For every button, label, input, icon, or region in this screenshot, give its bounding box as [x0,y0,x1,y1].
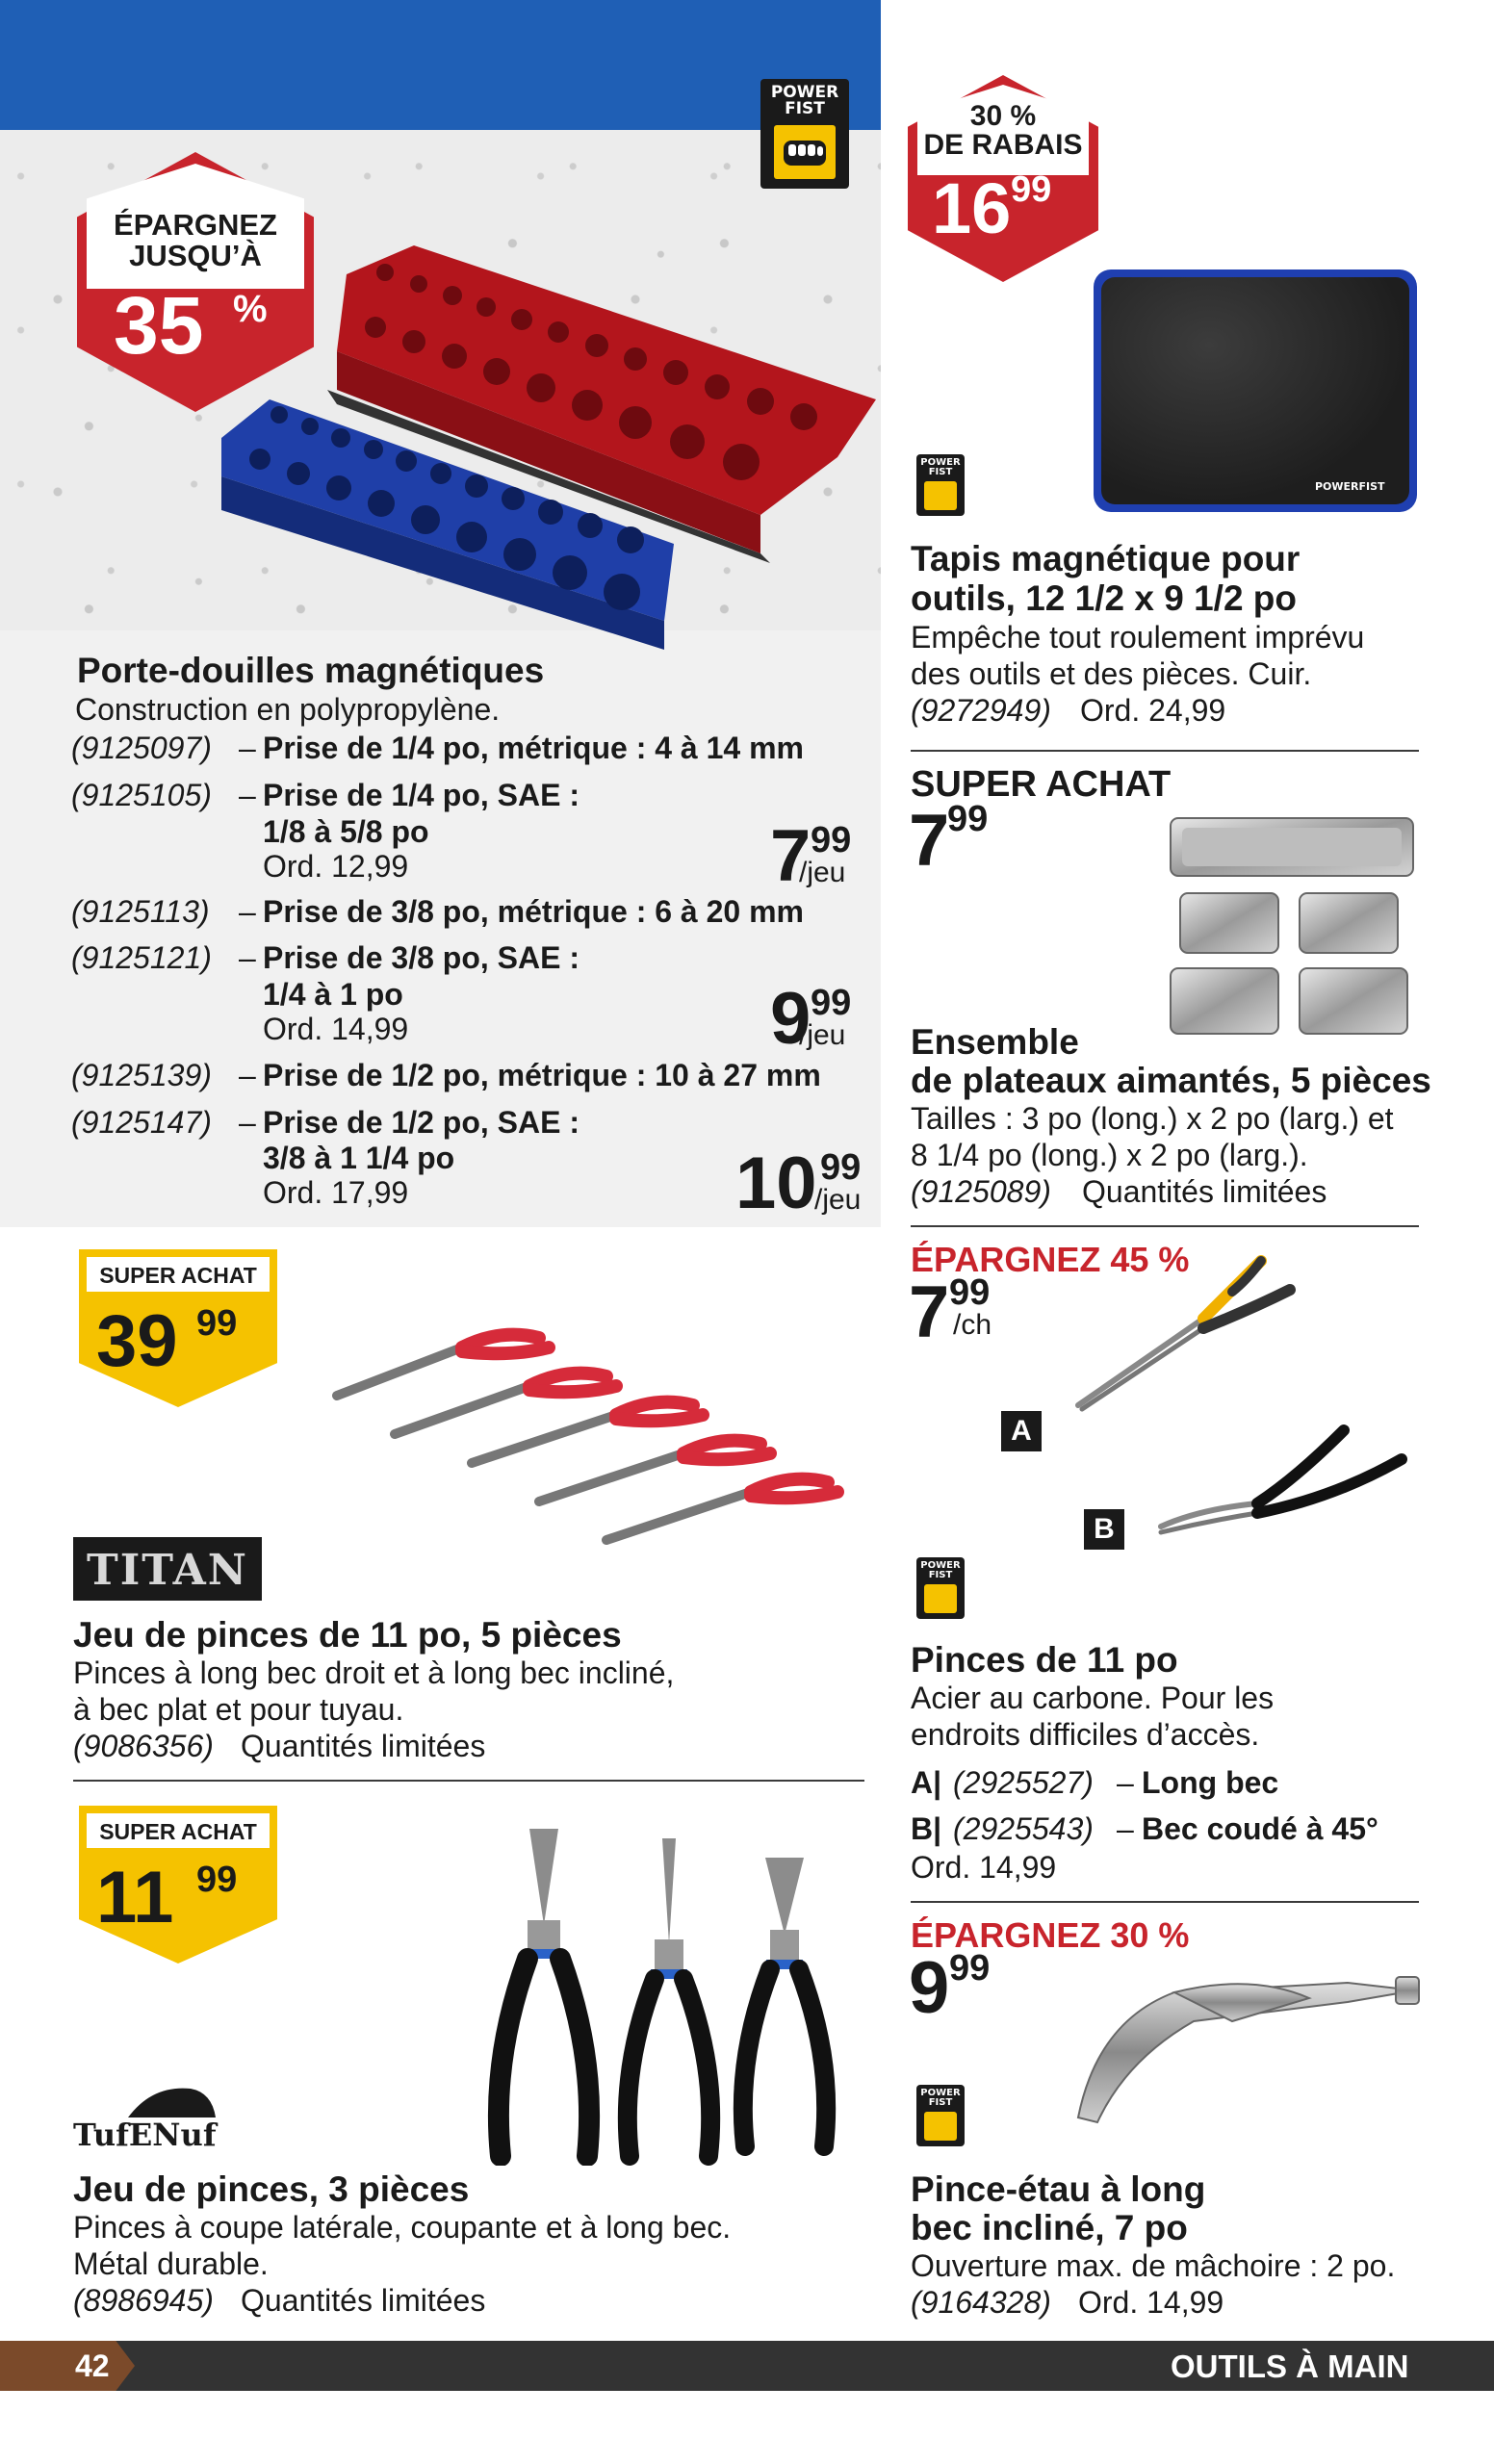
label-b-box: B [1084,1509,1124,1550]
page-number-tab [0,2341,135,2391]
divider [73,1780,864,1782]
price-unit: /jeu [799,857,846,888]
discount-price-dec: 99 [1011,169,1052,210]
pliers11-price-int: 7 [909,1271,950,1353]
holders-item-dash: – [239,1105,256,1140]
tufenuf-logo-text: TufENuf [73,2117,217,2153]
power-fist-logo [916,2085,965,2146]
divider [911,1901,1419,1903]
holders-item-text: Prise de 1/2 po, SAE : [263,1105,580,1140]
super-achat-badge [79,1249,277,1407]
pliers11-item-dash: – [1117,1811,1134,1846]
fist-icon [924,1584,957,1613]
vise-desc: Ouverture max. de mâchoire : 2 po. [911,2248,1396,2283]
pliers11-item-letter: B| [911,1811,942,1846]
discount-line2: DE RABAIS [923,129,1083,161]
pliers11-item-letter: A| [911,1765,942,1800]
fist-icon [924,481,957,510]
power-fist-line1: POWER [920,457,961,468]
page-number: 42 [75,2348,110,2383]
holders-item-dash: – [239,940,256,975]
mat-desc-line2: des outils et des pièces. Cuir. [911,656,1312,691]
price-decimal: 99 [820,1147,862,1188]
price-unit: /jeu [799,1019,846,1051]
pliers3-desc-line2: Métal durable. [73,2246,269,2281]
holders-item-ord: Ord. 17,99 [263,1175,409,1210]
super-achat-label: SUPER ACHAT [99,1819,257,1844]
holders-item-sku: (9125147) [71,1105,212,1140]
pliers11-desc-line2: endroits difficiles d’accès. [911,1717,1260,1752]
holders-item-sku: (9125097) [71,731,212,765]
power-fist-line2: FIST [928,467,953,477]
holders-item-range: 1/4 à 1 po [263,977,403,1012]
holders-item-dash: – [239,778,256,812]
power-fist-logo [760,79,849,189]
trays-title-line1: Ensemble [911,1022,1079,1062]
titan-logo [73,1537,262,1601]
super-achat-badge [79,1806,277,1964]
pliers3-title: Jeu de pinces, 3 pièces [73,2169,470,2209]
pliers5-sku: (9086356) [73,1729,214,1763]
vise-sku: (9164328) [911,2285,1051,2320]
pliers11-save-label: ÉPARGNEZ 45 % [911,1240,1190,1279]
holders-item-text: Prise de 3/8 po, SAE : [263,940,580,975]
pliers5-note: Quantités limitées [241,1729,486,1763]
power-fist-line1: POWER [770,83,839,102]
holders-item-dash: – [239,731,256,765]
titan-logo-text: TITAN [86,1546,249,1595]
badge-price-int: 39 [96,1300,178,1382]
badge-value: 35 [114,280,204,371]
holders-item-text: Prise de 3/8 po, métrique : 6 à 20 mm [263,894,804,929]
label-a-box: A [1001,1411,1042,1451]
locking-pliers-image [1059,1964,1425,2127]
trays-title-line2: de plateaux aimantés, 5 pièces [911,1061,1431,1100]
holders-item-sku: (9125139) [71,1058,212,1092]
pliers5-desc-line1: Pinces à long bec droit et à long bec incliné, [73,1656,675,1690]
price-integer: 9 [770,978,811,1060]
holders-price [735,1142,817,1224]
pliers11-title: Pinces de 11 po [911,1640,1178,1680]
mat-brand-label: POWERFIST [1315,480,1385,493]
holders-item-sku: (9125121) [71,940,212,975]
vise-price-int: 9 [909,1947,950,2029]
holders-item-dash: – [239,894,256,929]
magnetic-mat-image [1094,270,1417,512]
vise-title-line2: bec incliné, 7 po [911,2208,1188,2247]
pliers11-item-dash: – [1117,1765,1134,1800]
magnetic-trays-image [1165,814,1417,1038]
badge-price-dec: 99 [196,1303,238,1344]
pliers3-desc-line1: Pinces à coupe latérale, coupante et à long bec. [73,2210,732,2245]
super-achat-label: SUPER ACHAT [911,764,1172,805]
mat-title-line2: outils, 12 1/2 x 9 1/2 po [911,578,1298,618]
holders-item-range: 3/8 à 1 1/4 po [263,1141,455,1175]
trays-note: Quantités limitées [1082,1174,1327,1209]
mat-sku: (9272949) [911,693,1051,728]
power-fist-line2: FIST [928,1570,953,1580]
mat-title-line1: Tapis magnétique pour [911,539,1301,578]
pliers11-item-sku: (2925527) [953,1765,1094,1800]
fist-icon [774,125,836,179]
badge-line1: ÉPARGNEZ [114,208,277,242]
pliers11-item-text: Bec coudé à 45° [1142,1811,1378,1846]
badge-percent: % [233,288,268,330]
vise-price-dec: 99 [949,1948,991,1989]
badge-price-dec: 99 [196,1860,238,1900]
pliers5-desc-line2: à bec plat et pour tuyau. [73,1692,404,1727]
pliers11-desc-line1: Acier au carbone. Pour les [911,1681,1275,1715]
power-fist-line1: POWER [920,2088,961,2098]
holders-desc: Construction en polypropylène. [75,692,501,727]
pliers11-item-text: Long bec [1142,1765,1279,1800]
holders-item-dash: – [239,1058,256,1092]
trays-price-int: 7 [909,800,950,882]
socket-holders-image [221,236,876,650]
divider [911,750,1419,752]
badge-line2: JUSQU’À [129,239,262,272]
holders-item-ord: Ord. 12,99 [263,849,409,884]
trays-sku: (9125089) [911,1174,1051,1209]
pliers11-price-dec: 99 [949,1272,991,1313]
power-fist-line1: POWER [920,1560,961,1571]
power-fist-logo [916,454,965,516]
pliers11-ord: Ord. 14,99 [911,1850,1057,1885]
super-achat-label: SUPER ACHAT [99,1263,257,1288]
pliers-a-image [1069,1251,1300,1415]
price-decimal: 99 [811,983,852,1023]
pliers11-price-unit: /ch [953,1309,992,1341]
power-fist-line2: FIST [785,99,825,118]
holders-item-text: Prise de 1/4 po, SAE : [263,778,580,812]
trays-desc-line2: 8 1/4 po (long.) x 2 po (larg.). [911,1138,1308,1172]
mat-desc-line1: Empêche tout roulement imprévu [911,620,1365,654]
vise-save-label: ÉPARGNEZ 30 % [911,1915,1190,1955]
price-unit: /jeu [814,1184,862,1216]
long-nose-pliers-set-image [318,1319,866,1569]
divider [911,1225,1419,1227]
holders-item-ord: Ord. 14,99 [263,1012,409,1046]
discount-line1: 30 % [969,100,1037,132]
pliers5-title: Jeu de pinces de 11 po, 5 pièces [73,1615,622,1655]
trays-price-dec: 99 [947,799,989,839]
section-title: OUTILS À MAIN [1171,2348,1409,2384]
holders-item-sku: (9125113) [71,894,210,929]
price-integer: 7 [770,815,811,897]
power-fist-logo [916,1557,965,1619]
pliers3-note: Quantités limitées [241,2283,486,2318]
header-blue-band [0,0,881,130]
holders-item-range: 1/8 à 5/8 po [263,814,429,849]
power-fist-line2: FIST [928,2097,953,2108]
fist-icon [924,2112,957,2141]
badge-price-int: 11 [96,1857,174,1938]
holders-item-text: Prise de 1/2 po, métrique : 10 à 27 mm [263,1058,821,1092]
tufenuf-logo [73,2081,223,2152]
pliers11-item-sku: (2925543) [953,1811,1094,1846]
price-integer: 10 [735,1142,817,1224]
tufenuf-panther-icon [123,2081,219,2119]
holders-item-sku: (9125105) [71,778,212,812]
holders-title: Porte-douilles magnétiques [77,651,545,690]
mat-ord: Ord. 24,99 [1080,693,1226,728]
holders-item-text: Prise de 1/4 po, métrique : 4 à 14 mm [263,731,804,765]
price-decimal: 99 [811,820,852,860]
vise-ord: Ord. 14,99 [1078,2285,1224,2320]
discount-price-int: 16 [932,168,1012,248]
trays-desc-line1: Tailles : 3 po (long.) x 2 po (larg.) et [911,1101,1394,1136]
pliers-3pc-image [452,1810,857,2166]
vise-title-line1: Pince-étau à long [911,2169,1206,2209]
mat-surface [1101,277,1409,504]
pliers-b-image [1151,1421,1411,1546]
pliers3-sku: (8986945) [73,2283,214,2318]
